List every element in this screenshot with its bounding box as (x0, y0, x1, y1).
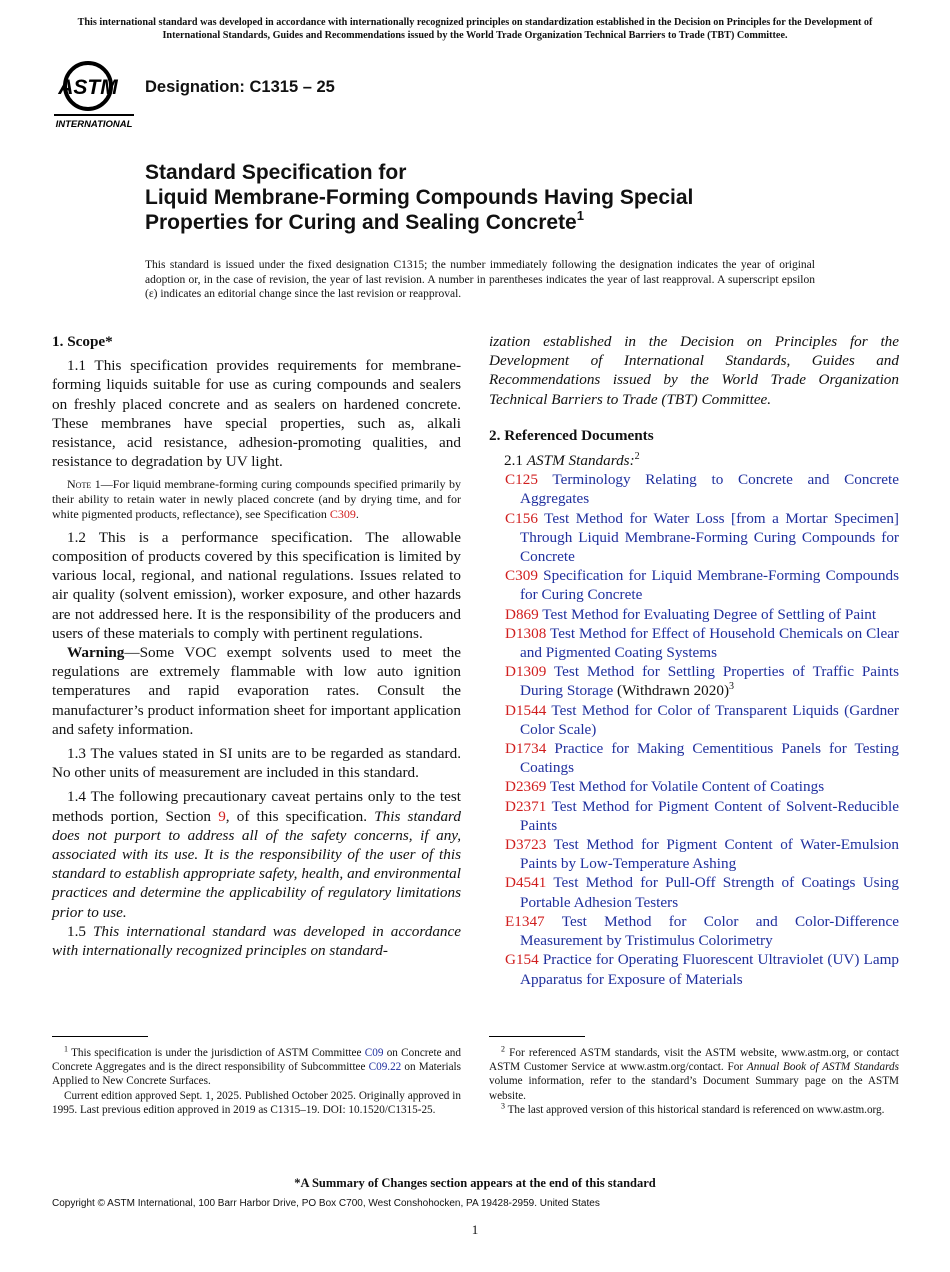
reference-item (505, 739, 899, 777)
reference-title-link[interactable]: Test Method for Color and Color-Difference Measurement by Tristimulus Colorimetry (520, 912, 899, 950)
reference-item (505, 835, 899, 873)
subcommittee-link-c09-22[interactable]: C09.22 (368, 1061, 402, 1074)
reference-title-link[interactable]: Test Method for Evaluating Degree of Settling of Paint (542, 605, 877, 623)
section-ref-9[interactable]: 9 (218, 807, 226, 825)
footnote-3: $^3$ The last approved version of this historical standard is referenced on www.astm.org. (501, 1101, 885, 1116)
reference-list (489, 470, 899, 988)
reference-code-link[interactable]: D2371 (505, 797, 547, 815)
title-line-3: Properties for Curing and Sealing Concrete$^1$ (145, 208, 584, 234)
reference-title-link[interactable]: Test Method for Volatile Content of Coatings (549, 778, 825, 796)
reference-item (505, 624, 899, 662)
footnotes-right (489, 1046, 899, 1117)
title-line-1: Standard Specification for (145, 161, 407, 184)
astm-standards-subheading: 2.1 ASTM Standards:$^2$ (504, 450, 640, 470)
reference-code-link[interactable]: D1544 (505, 701, 547, 719)
reference-code-link[interactable]: C309 (505, 567, 538, 585)
reference-code-link[interactable]: C125 (505, 471, 538, 489)
reference-code-link[interactable]: E1347 (505, 912, 545, 930)
reference-item (505, 701, 899, 739)
reference-title-link[interactable]: Practice for Making Cementitious Panels for Testing Coatings (520, 740, 899, 777)
referenced-documents-heading: 2. Referenced Documents (489, 426, 654, 444)
footnote-1-edition: Current edition approved Sept. 1, 2025. Published October 2025. Originally approved in 1995. Last previous edition approved in 2019 as C1315–19. DOI: 10.1520/C1315-25. (52, 1089, 461, 1116)
reference-title-link[interactable]: Test Method for Settling Properties of Traffic Paints During Storage (520, 663, 899, 700)
left-column (52, 332, 461, 960)
document-title (145, 160, 865, 235)
reference-item (505, 662, 899, 700)
reference-item (505, 950, 899, 988)
logo-subtext: INTERNATIONAL (55, 119, 133, 130)
reference-title-link[interactable]: Test Method for Effect of Household Chemicals on Clear and Pigmented Coating Systems (520, 624, 899, 662)
paragraph-1-2: 1.2 This is a performance specification. The allowable composition of products covered by this specification is limited by various local, regional, and national regulations. Issues related to air quality (solvent emission), worker exposure, and other hazards are not addressed here. It is the responsibility of the producers and users of these materials to comply with pertinent regulations. (52, 528, 461, 642)
note-1: Note 1—For liquid membrane-forming curing compounds specified primarily by their ability to retain water in newly placed concrete (and by drying time, and for white pigmented products, reflectance), see Specification C309. (52, 477, 461, 522)
reference-item (505, 470, 899, 508)
summary-of-changes-notice: *A Summary of Changes section appears at the end of this standard (294, 1176, 656, 1190)
footnote-rule-left (52, 1036, 148, 1037)
copyright: Copyright © ASTM International, 100 Barr Harbor Drive, PO Box C700, West Conshohocken, PA 19428-2959. United States (52, 1198, 600, 1209)
footnote-rule-right (489, 1036, 585, 1037)
designation: Designation: C1315 – 25 (145, 78, 335, 96)
astm-logo (52, 56, 136, 132)
issued-note: This standard is issued under the fixed designation C1315; the number immediately following the designation indicates the year of original adoption or, in the case of revision, the year of last revision. A number in parentheses indicates the year of last reapproval. A superscript epsilon (ε) indicates an editorial change since the last revision or reapproval. (145, 259, 815, 300)
reference-code-link[interactable]: D2369 (505, 778, 547, 796)
committee-link-c09[interactable]: C09 (364, 1047, 384, 1059)
reference-item (505, 777, 899, 796)
reference-item (505, 566, 899, 604)
reference-item (505, 509, 899, 567)
reference-title-link[interactable]: Test Method for Color of Transparent Liquids (Gardner Color Scale) (520, 701, 899, 738)
reference-code-link[interactable]: C156 (505, 509, 538, 527)
footnote-mark: 3 (729, 681, 735, 693)
reference-title-link[interactable]: Test Method for Pigment Content of Water-Emulsion Paints by Low-Temperature Ashing (520, 836, 899, 873)
reference-code-link[interactable]: D1309 (505, 663, 547, 681)
reference-title-link[interactable]: Specification for Liquid Membrane-Forming Compounds for Curing Concrete (520, 567, 899, 604)
paragraph-1-4: 1.4 The following precautionary caveat pertains only to the test methods portion, Section 9, of this specification. This standard does not purport to address all of the safety concerns, if any, associated with its use. It is the responsibility of the user of this standard to establish appropriate safety, health, and environmental practices and determine the applicability of regulatory limitations prior to use. (52, 788, 461, 921)
reference-item (505, 605, 899, 624)
reference-title-link[interactable]: Test Method for Water Loss [from a Mortar Specimen] Through Liquid Membrane-Forming Curing Compounds for Concrete (520, 509, 899, 566)
paragraph-1-3: 1.3 The values stated in SI units are to be regarded as standard. No other units of measurement are included in this standard. (52, 745, 461, 782)
footnote-1: $^1$ This specification is under the jurisdiction of ASTM Committee C09 on Concrete and Concrete Aggregates and is the direct responsibility of Subcommittee C09.22 on Materials Applied to New Concrete Surfaces. (52, 1044, 462, 1088)
logo-text: ASTM (58, 76, 118, 99)
reference-title-link[interactable]: Practice for Operating Fluorescent Ultraviolet (UV) Lamp Apparatus for Exposure of Materials (520, 951, 899, 988)
reference-code-link[interactable]: D4541 (505, 874, 547, 892)
reference-item (505, 873, 899, 911)
reference-title-link[interactable]: Terminology Relating to Concrete and Concrete Aggregates (520, 471, 899, 508)
reference-code-link[interactable]: D869 (505, 605, 539, 623)
reference-item (505, 912, 899, 950)
reference-withdrawn-note: (Withdrawn 2020) (613, 682, 730, 700)
reference-item (505, 797, 899, 835)
top-notice: This international standard was developed in accordance with internationally recognized principles on standardization established in the Decision on Principles for the Development of International Standards, Guides and Recommendations issued by the World Trade Organization Technical Barriers to Trade (TBT) Committee. (77, 17, 873, 41)
footnotes-left (52, 1046, 461, 1117)
note-ref-c309[interactable]: C309 (329, 507, 356, 522)
paragraph-1-5: 1.5 This international standard was developed in accordance with internationally recognized principles on standard- (52, 922, 462, 960)
title-line-2: Liquid Membrane-Forming Compounds Having Special (145, 186, 694, 209)
footnote-2: $^2$ For referenced ASTM standards, visit the ASTM website, www.astm.org, or contact ASTM Customer Service at www.astm.org/contact. For Annual Book of ASTM Standards volume information, refer to the standard’s Document Summary page on the ASTM website. (489, 1044, 899, 1102)
scope-heading: 1. Scope* (52, 333, 113, 350)
paragraph-1-1: 1.1 This specification provides requirements for membrane-forming liquids suitable for use as curing compounds and sealers on freshly placed concrete and as sealers on hardened concrete. These membranes have special properties, such as, alkali resistance, acid resistance, adhesion-promoting qualities, and resistance to degradation by UV light. (52, 357, 461, 471)
reference-code-link[interactable]: D3723 (505, 836, 547, 854)
page-number: 1 (471, 1222, 479, 1237)
reference-code-link[interactable]: G154 (505, 951, 539, 969)
right-column (489, 332, 899, 989)
reference-title-link[interactable]: Test Method for Pull-Off Strength of Coatings Using Portable Adhesion Testers (520, 874, 899, 911)
paragraph-1-5-continued: ization established in the Decision on Principles for the Development of International Standards, Guides and Recommendations issued by the World Trade Organization Technical Barriers to Trade (TBT) Committee. (489, 333, 899, 408)
warning: Warning—Some VOC exempt solvents used to meet the regulations are extremely flammable with low auto ignition temperatures and rapid evaporation rates. Consult the manufacturer’s product information sheet for important application and safety information. (52, 644, 461, 738)
reference-code-link[interactable]: D1308 (505, 624, 547, 642)
reference-code-link[interactable]: D1734 (505, 740, 547, 758)
reference-title-link[interactable]: Test Method for Pigment Content of Solvent-Reducible Paints (520, 797, 900, 834)
